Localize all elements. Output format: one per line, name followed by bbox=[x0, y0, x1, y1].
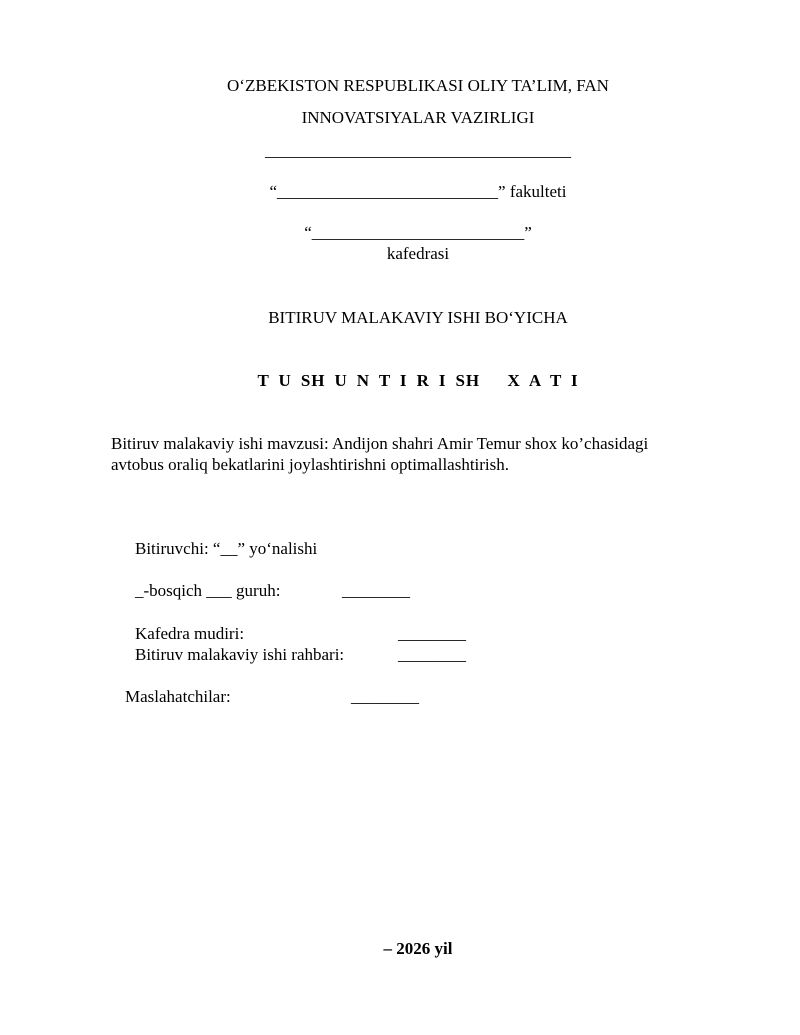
faculty-line: “__________________________” fakulteti bbox=[269, 182, 567, 201]
supervisor-label: Bitiruv malakaviy ishi rahbari: bbox=[135, 645, 345, 664]
topic-line-1: Bitiruv malakaviy ishi mavzusi: Andijon shahri Amir Temur shox ko’chasidagi bbox=[111, 434, 649, 453]
document-subtitle: BITIRUV MALAKAVIY ISHI BO‘YICHA bbox=[268, 308, 568, 327]
ministry-line-1: O‘ZBEKISTON RESPUBLIKASI OLIY TA’LIM, FAN bbox=[227, 76, 609, 95]
head-signature-blank: ________ bbox=[398, 624, 466, 643]
year-footer: – 2026 yil bbox=[383, 939, 453, 958]
department-blank: “_________________________” bbox=[304, 223, 532, 242]
document-title: T U SH U N T I R I SH X A T I bbox=[257, 371, 579, 390]
group-label: _-bosqich ___ guruh: bbox=[135, 581, 281, 600]
supervisor-signature-blank: ________ bbox=[398, 645, 466, 664]
ministry-line-2: INNOVATSIYALAR VAZIRLIGI bbox=[301, 108, 535, 127]
head-label: Kafedra mudiri: bbox=[135, 624, 245, 643]
consultants-label: Maslahatchilar: bbox=[125, 687, 231, 706]
group-signature-blank: ________ bbox=[342, 581, 410, 600]
university-blank: ____________________________________ bbox=[265, 141, 571, 160]
department-label: kafedrasi bbox=[386, 244, 450, 263]
graduate-label: Bitiruvchi: “__” yo‘nalishi bbox=[135, 539, 318, 558]
topic-line-2: avtobus oraliq bekatlarini joylashtirishni optimallashtirish. bbox=[111, 455, 510, 474]
consultants-signature-blank: ________ bbox=[351, 687, 419, 706]
